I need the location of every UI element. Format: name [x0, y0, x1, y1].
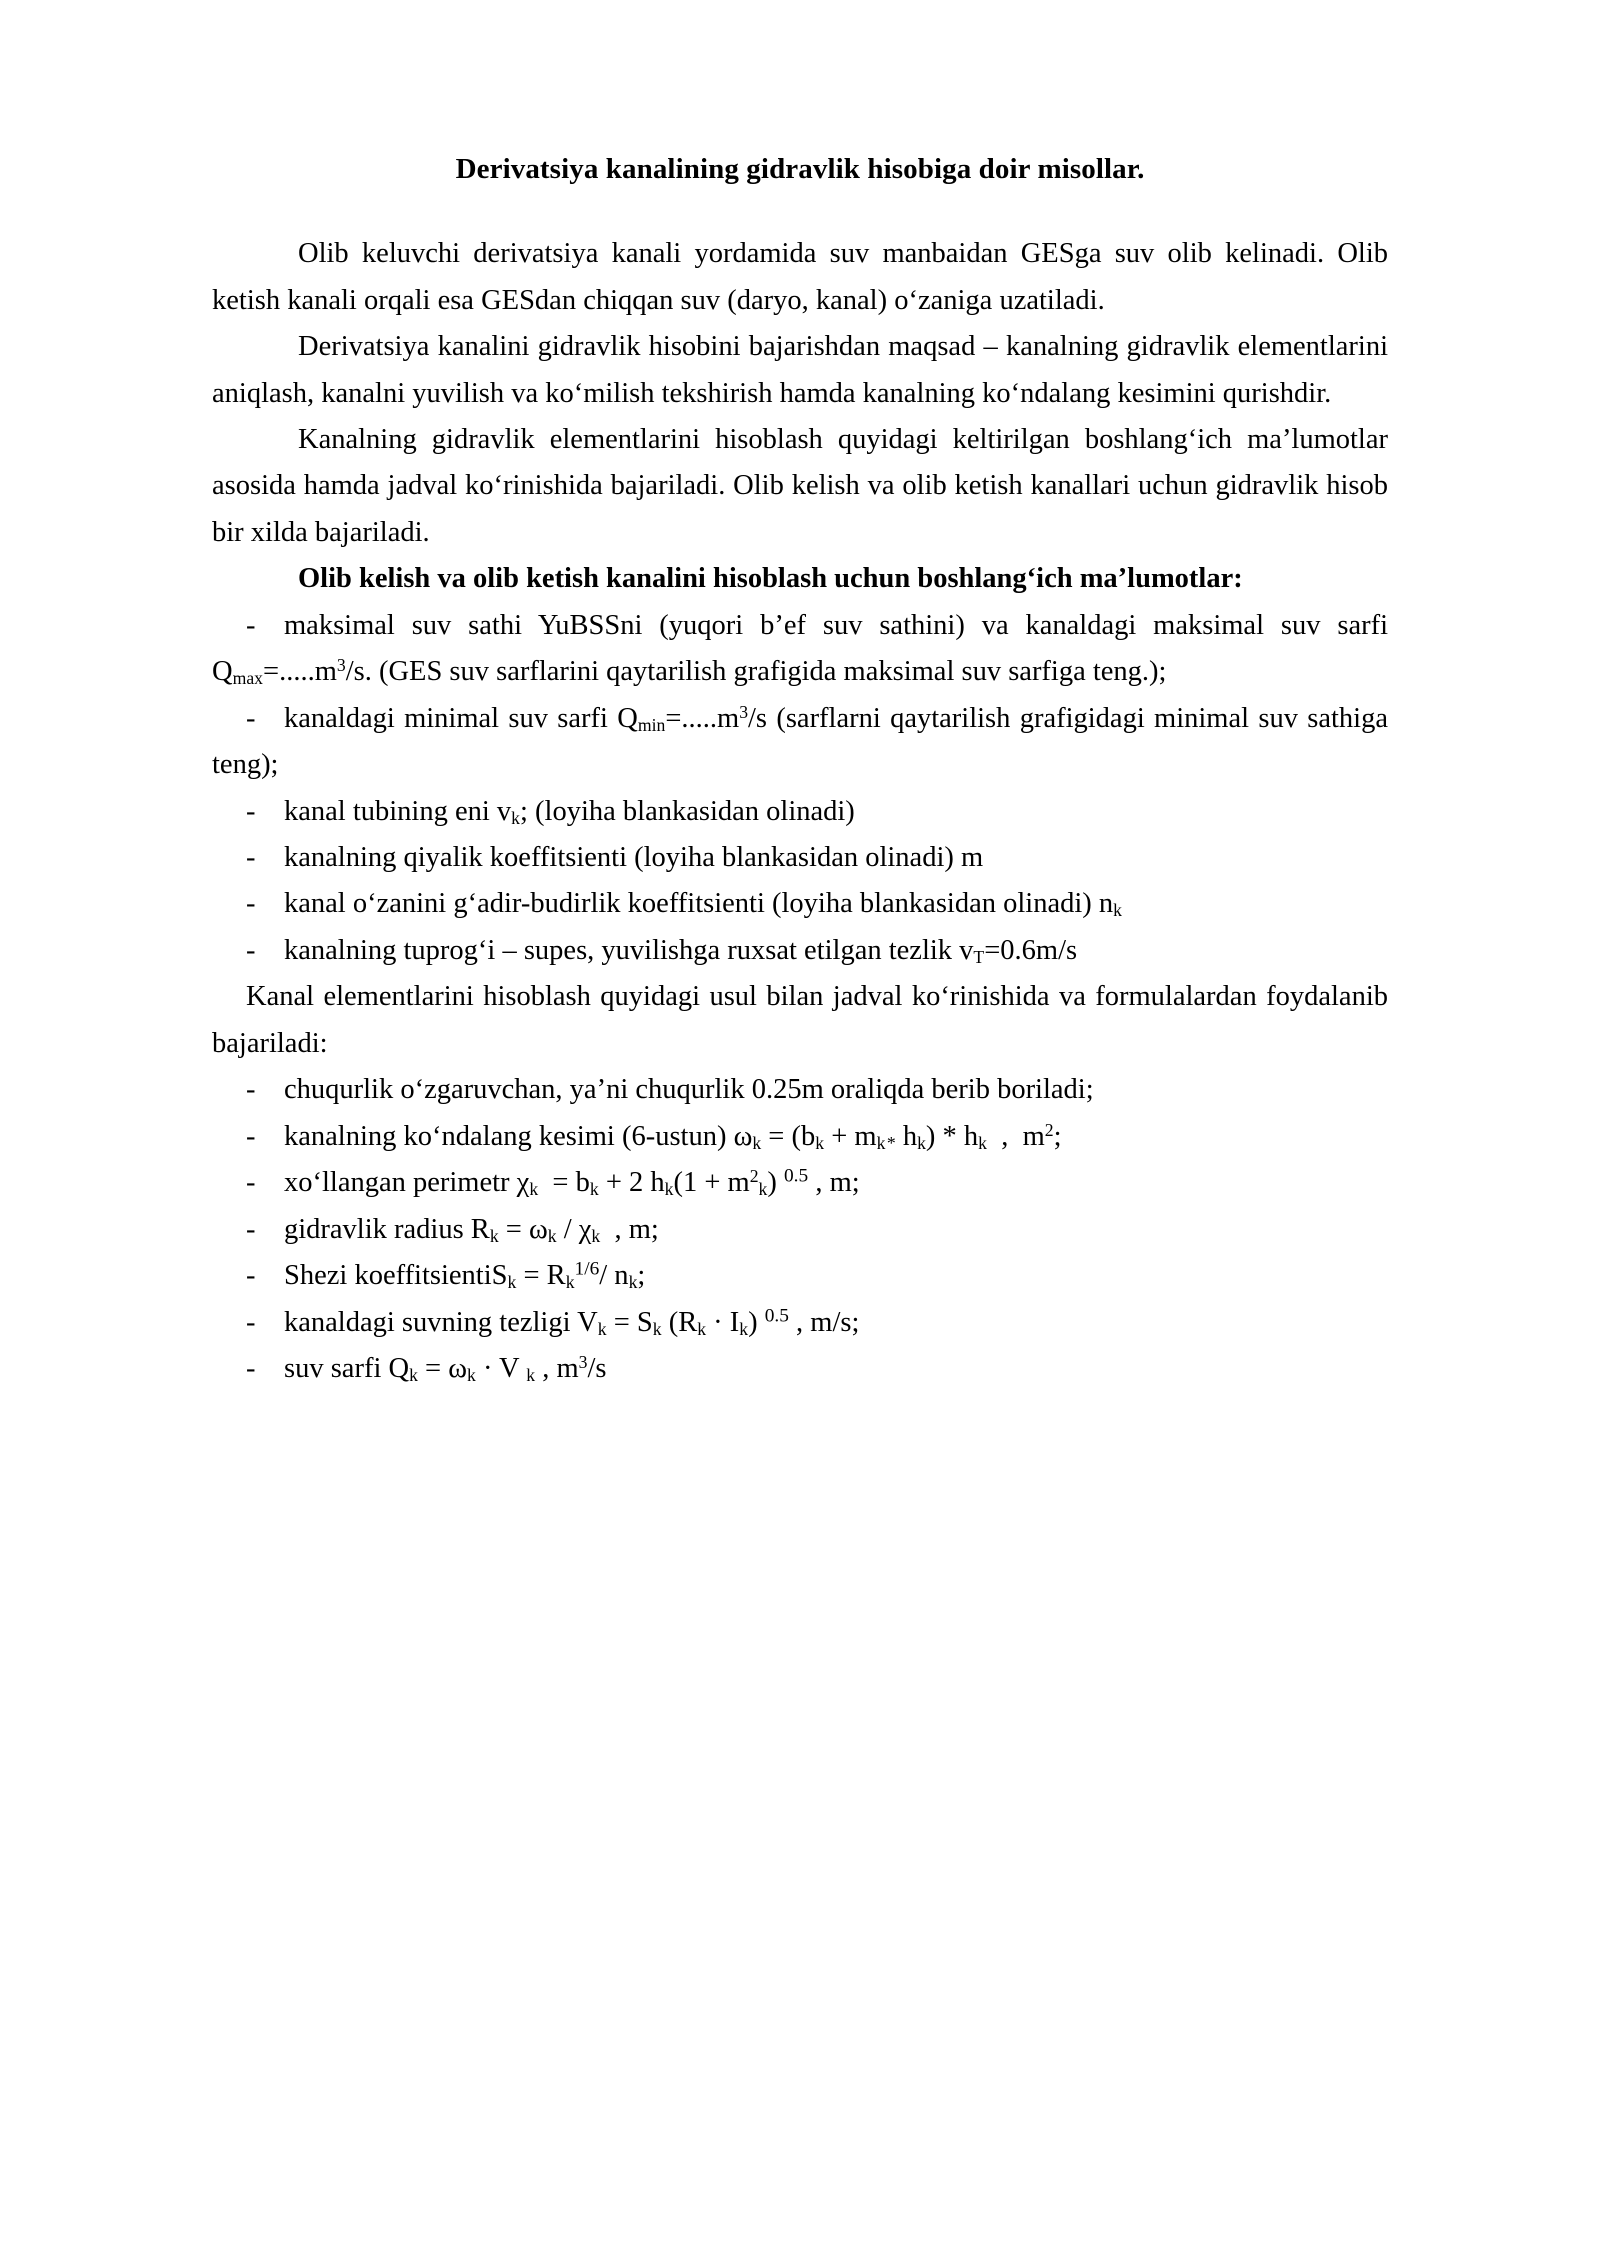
list-item — [212, 1207, 1388, 1253]
subscript-k: k — [409, 1364, 418, 1385]
list-item — [212, 1067, 1388, 1113]
subscript-k: k — [917, 1132, 926, 1153]
dash-bullet: - — [246, 1074, 256, 1106]
formula-label-cross-section: kanalning ko‘ndalang kesimi (6-ustun) — [284, 1120, 734, 1152]
dash-bullet: - — [246, 888, 256, 920]
list-item — [212, 1253, 1388, 1299]
formula-expression-chezy-coefficient: $S_k = R_k^{1/6}/$ $n_k$; — [491, 1258, 646, 1292]
dash-bullet: - — [246, 1353, 256, 1385]
item-text-pre: kanalning tuprog‘i – supes, yuvilishga ruxsat etilgan tezlik v — [284, 934, 974, 966]
item-text-pre: maksimal suv sathi YuBSSni (yuqori b’ef suv sathini) va kanaldagi maksimal suv sarfi Q — [212, 609, 1388, 688]
item-text-post: /s (sarflarni qaytarilish grafigidagi minimal suv sathiga teng); — [212, 702, 1388, 781]
dash-bullet: - — [246, 1260, 256, 1292]
item-text-pre: kanaldagi minimal suv sarfi Q — [284, 702, 638, 734]
subscript-k: k — [758, 1179, 768, 1200]
subscript-k: k — [697, 1318, 707, 1339]
list-item — [212, 835, 1388, 881]
subscript-k: k — [978, 1132, 987, 1153]
superscript-3: 3 — [578, 1352, 588, 1373]
subscript-k: k — [752, 1132, 762, 1153]
list-item — [212, 1160, 1388, 1206]
item-text-mid: =.....m — [263, 656, 337, 688]
subscript-k: k — [565, 1271, 575, 1292]
paragraph-method: Kanalning gidravlik elementlarini hisoblash quyidagi keltirilgan boshlang‘ich ma’lumotlar asosida hamda jadval ko‘rinishida bajariladi. Olib kelish va olib ketish kanallari uchun gidravlik hisob bir xilda bajariladi. — [212, 423, 1388, 548]
formula-label-discharge: suv sarfi — [284, 1353, 389, 1385]
formula-expression-discharge: $Q_k = \omega_k \cdot V$ $_k$ , $m^3/s$ — [388, 1352, 607, 1385]
subscript-k: k — [547, 1225, 557, 1246]
item-text-post: =0.6m/s — [984, 934, 1078, 966]
superscript-2: 2 — [1044, 1119, 1054, 1140]
dash-bullet: - — [246, 1306, 256, 1338]
subscript-k: k — [526, 1364, 536, 1385]
list-item — [212, 789, 1388, 835]
subscript-k: k — [597, 1318, 607, 1339]
dash-bullet: - — [246, 795, 256, 827]
subscript-min: min — [637, 714, 666, 735]
item-text-post: ; (loyiha blankasidan olinadi) — [520, 795, 855, 827]
superscript-3: 3 — [739, 701, 749, 722]
formula-label-hydraulic-radius: gidravlik radius — [284, 1213, 471, 1245]
formula-label-wetted-perimeter: xo‘llangan perimetr — [284, 1167, 517, 1199]
dash-bullet: - — [246, 702, 256, 734]
formula-expression-cross-section: $\omega_k = (b_k + m_{k *}$ $h_k) * h_k$ , $m^2$; — [733, 1119, 1062, 1153]
superscript-exponent: 0.5 — [764, 1304, 789, 1326]
subscript-k: k — [652, 1318, 662, 1339]
subscript-max: max — [232, 668, 263, 689]
list-item — [212, 1114, 1388, 1160]
subscript-k: k * — [876, 1132, 896, 1153]
subscript-k: k — [489, 1225, 499, 1246]
item-text-pre: kanal tubining eni v — [284, 795, 512, 827]
dash-bullet: - — [246, 842, 256, 874]
list-item — [212, 603, 1388, 696]
subscript-k: k — [628, 1271, 638, 1292]
superscript-exponent: 1/6 — [574, 1258, 600, 1280]
formula-label-chezy-coefficient: Shezi koeffitsienti — [284, 1260, 492, 1292]
subscript-k: k — [815, 1132, 825, 1153]
subscript-k: k — [589, 1179, 599, 1200]
dash-bullet: - — [246, 1213, 256, 1245]
item-text-pre: kanalning qiyalik koeffitsienti (loyiha blankasidan olinadi) m — [284, 842, 984, 874]
paragraph-purpose: Derivatsiya kanalini gidravlik hisobini bajarishdan maqsad – kanalning gidravlik elementlarini aniqlash, kanalni yuvilish va ko‘milish tekshirish hamda kanalning ko‘ndalang kesimini qurishdir. — [212, 331, 1388, 409]
subscript-k: k — [739, 1318, 749, 1339]
superscript-exponent: 0.5 — [783, 1165, 809, 1187]
subscript-k: k — [511, 807, 520, 828]
subscript-k: k — [507, 1271, 517, 1292]
subscript-k: k — [664, 1179, 674, 1200]
dash-bullet: - — [246, 934, 256, 966]
subscript-k: k — [467, 1364, 476, 1385]
item-text-post: /s. (GES suv sarflarini qaytarilish grafigida maksimal suv sarfiga teng.); — [345, 656, 1167, 688]
subscript-t: T — [973, 946, 985, 967]
superscript-3: 3 — [336, 655, 346, 676]
section-heading-initial-data: Olib kelish va olib ketish kanalini hisoblash uchun boshlang‘ich ma’lumotlar: — [298, 563, 1243, 595]
dash-bullet: - — [246, 1167, 256, 1199]
list-item — [212, 1300, 1388, 1346]
formula-expression-hydraulic-radius: $R_k = \omega_k / \chi_k$ , m; — [470, 1213, 659, 1246]
paragraph-calc-method: Kanal elementlarini hisoblash quyidagi usul bilan jadval ko‘rinishida va formulalardan foydalanib bajariladi: — [212, 981, 1388, 1059]
formula-list — [212, 1067, 1388, 1392]
subscript-k: k — [1113, 900, 1122, 921]
formula-expression-wetted-perimeter: $\chi_k = b_k + 2$ $h_k(1 + m^2_k)$ $^{0.5}$ , m; — [516, 1165, 860, 1200]
formula-label-velocity: kanaldagi suvning tezligi — [284, 1306, 578, 1338]
superscript-2: 2 — [749, 1166, 759, 1187]
list-item — [212, 928, 1388, 974]
item-text-pre: kanal o‘zanini g‘adir-budirlik koeffitsienti (loyiha blankasidan olinadi) n — [284, 888, 1114, 920]
initial-data-list — [212, 603, 1388, 975]
list-item — [212, 1346, 1388, 1392]
list-item — [212, 696, 1388, 789]
subscript-k: k — [591, 1225, 601, 1246]
list-item — [212, 881, 1388, 927]
subscript-k: k — [529, 1179, 539, 1200]
paragraph-intro: Olib keluvchi derivatsiya kanali yordamida suv manbaidan GESga suv olib kelinadi. Olib ketish kanali orqali esa GESdan chiqqan suv (daryo, kanal) o‘zaniga uzatiladi. — [212, 238, 1388, 316]
dash-bullet: - — [246, 609, 256, 641]
item-text-mid: =.....m — [665, 702, 740, 734]
formula-expression-velocity: $V_k = S_k$ $(R_k \cdot I_k)$ $^{0.5}$ , m/s; — [577, 1304, 860, 1339]
page-title: Derivatsiya kanalining gidravlik hisobiga doir misollar. — [455, 153, 1145, 185]
dash-bullet: - — [246, 1120, 256, 1152]
formula-text-depth: chuqurlik o‘zgaruvchan, ya’ni chuqurlik 0.25m oraliqda berib boriladi; — [284, 1074, 1094, 1106]
